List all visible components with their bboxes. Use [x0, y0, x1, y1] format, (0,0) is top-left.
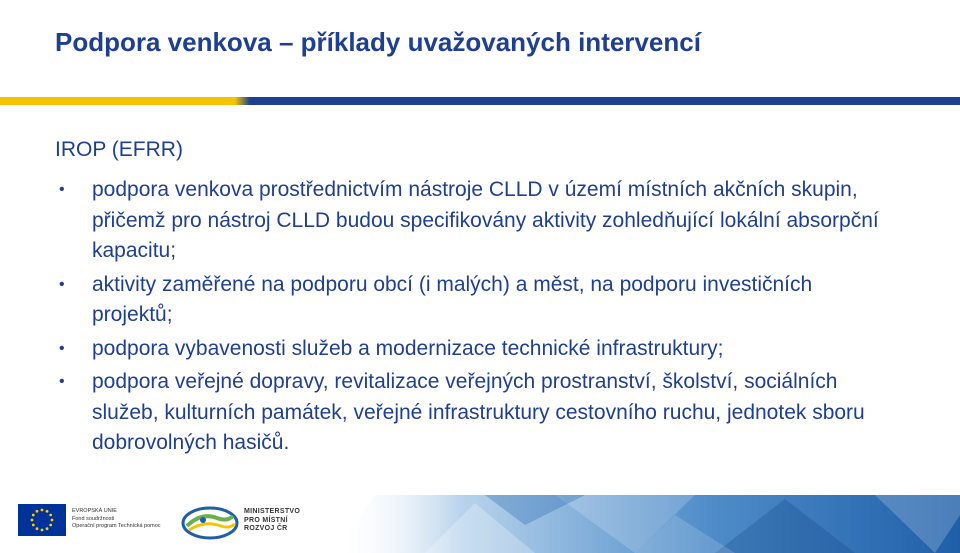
title-divider [0, 97, 960, 105]
list-item [55, 270, 895, 331]
ministry-logo-line: PRO MÍSTNÍ [244, 516, 288, 524]
bullet-text: podpora venkova prostřednictvím nástroje CLLD v území místních akčních skupin, přičemž pro nástroj CLLD budou specifikovány aktivity zohledňující lokální absorpční kapacitu; [92, 178, 879, 262]
ministry-logo-line: MINISTERSTVO [244, 508, 301, 515]
bullet-list [55, 175, 895, 462]
eu-flag-icon [18, 504, 66, 536]
ministry-logo-icon [181, 506, 239, 540]
bullet-icon: • [59, 181, 65, 198]
bullet-icon: • [59, 373, 65, 390]
eu-logo-line: Fond soudržnosti [72, 515, 115, 522]
ministry-logo-text [244, 508, 324, 534]
slide-title: Podpora venkova – příklady uvažovaných intervencí [55, 27, 701, 57]
ministry-logo-line: ROZVOJ ČR [244, 525, 288, 532]
list-item [55, 334, 895, 365]
bullet-text: podpora veřejné dopravy, revitalizace veřejných prostranství, školství, sociálních služeb, kulturních památek, veřejné infrastruktury cestovního ruchu, jednotek sboru dobrovolných hasičů. [92, 370, 865, 454]
section-heading: IROP (EFRR) [55, 138, 183, 161]
list-item [55, 175, 895, 267]
bullet-icon: • [59, 275, 65, 293]
list-item [55, 367, 895, 459]
footer-decoration [335, 495, 960, 553]
eu-logo-text [72, 508, 187, 531]
eu-logo-line: EVROPSKÁ UNIE [72, 508, 117, 514]
bullet-icon: • [59, 339, 65, 357]
bullet-text: podpora vybavenosti služeb a modernizace technické infrastruktury; [92, 336, 724, 360]
eu-logo-line: Operační program Technická pomoc [72, 523, 161, 529]
bullet-text: aktivity zaměřené na podporu obcí (i malých) a měst, na podporu investičních projektů; [92, 272, 813, 326]
